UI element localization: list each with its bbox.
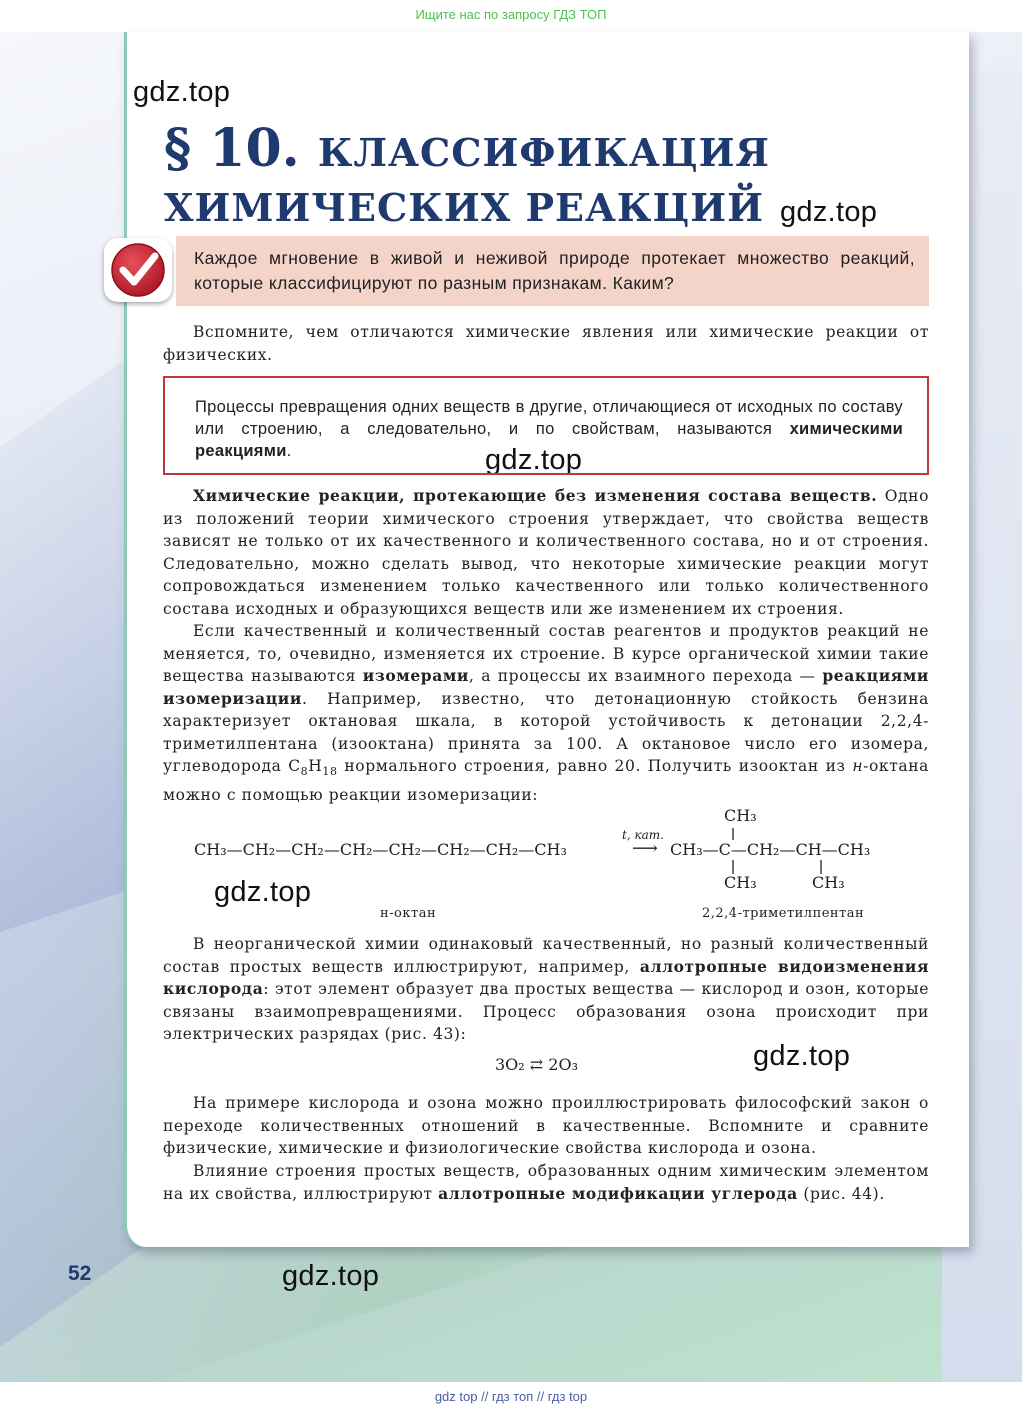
formula-c8h18: $C_8H_{18}$ [288, 757, 338, 778]
title-line1: КЛАССИФИКАЦИЯ [317, 130, 770, 175]
paragraph-section1 [163, 485, 929, 620]
reaction-condition: t, кат. [622, 828, 664, 842]
para2-part5: -октана можно с помощью реакции изомеризации: [163, 757, 929, 804]
checkmark-icon [104, 238, 172, 302]
para2-part3: . Например, известно, что детонационную стойкость бензина характеризует октановая шкала, в которой устойчивость к детонации 2,2,4-триметилпентана (изооктана) принята за 100. А октановое число его изомера, углеводорода [163, 689, 929, 775]
para2-part1: Если качественный и количественный состав реагентов и продуктов реакций не меняется, то, очевидно, изменяется их строение. В курсе органической химии такие вещества называются [163, 622, 929, 685]
definition-term: химическими реакциями [195, 420, 904, 460]
reaction-top-group: CH₃ [724, 806, 757, 825]
paragraph-allotropes-oxygen [163, 933, 929, 1046]
recall-paragraph: Вспомните, чем отличаются химические явления или химические реакции от физических. [163, 323, 929, 364]
reaction-bottom-group: CH₃ [724, 873, 757, 892]
reaction-arrow: ⟶ [632, 838, 658, 859]
paragraph-philosophy: На примере кислорода и озона можно проиллюстрировать философский закон о переходе количественных отношений в качественные. Вспомните и сравните физические, химические и физиологические свойства кислорода и озона. [163, 1094, 929, 1157]
watermark: gdz.top [780, 196, 878, 228]
label-trimethylpentane: 2,2,4-триметилпентан [702, 906, 865, 921]
term-carbon-allotropes: аллотропные модификации углерода [438, 1183, 798, 1203]
paragraph-carbon [163, 1160, 929, 1205]
ozone-equation: 3O₂ ⇄ 2O₃ [495, 1055, 578, 1074]
definition-text: Процессы превращения одних веществ в другие, отличающиеся от исходных по составу или строению, а следовательно, и по свойствам, называются [195, 398, 903, 438]
para2-part2: , а процессы их взаимного перехода — [469, 667, 816, 685]
section1-heading: Химические реакции, протекающие без изменения состава веществ. [193, 486, 878, 505]
watermark: gdz.top [214, 876, 312, 908]
watermark: gdz.top [133, 76, 231, 108]
label-n-octane: н-октан [380, 906, 437, 921]
intro-callout: Каждое мгновение в живой и неживой природе протекает множество реакций, которые классифицируют по разным признакам. Каким? [176, 236, 929, 306]
n-prefix: н [852, 757, 864, 775]
reaction-bottom-group: CH₃ [812, 873, 845, 892]
para5-part2: (рис. 44). [803, 1184, 885, 1203]
title-line2: ХИМИЧЕСКИХ РЕАКЦИЙ [164, 185, 765, 230]
para5-part1: Влияние строения простых веществ, образованных одним химическим элементом на их свойства, иллюстрируют [163, 1162, 929, 1203]
definition-box [163, 376, 929, 475]
section-number: § 10. [164, 118, 300, 179]
reaction-left: CH₃—CH₂—CH₂—CH₂—CH₂—CH₂—CH₂—CH₃ [194, 840, 567, 859]
term-isomers: изомерами [362, 666, 470, 685]
bottom-link-bar[interactable]: gdz top // гдз топ // гдз top [0, 1382, 1022, 1415]
section1-text: Одно из положений теории химического строения утверждает, что свойства веществ зависят не только от их качественного и количественного состава, но и от строения. Следовательно, можно сделать вывод, что некоторые химические реакции могут сопровождаться изменением только качественного или только количественного состава исходных и образующихся веществ или же изменением их строения. [163, 487, 930, 618]
page-title [164, 120, 784, 230]
page-number: 52 [68, 1262, 92, 1285]
watermark: gdz.top [485, 444, 583, 476]
term-oxygen-allotropes: аллотропные видоизменения кислорода [163, 956, 930, 998]
watermark: gdz.top [282, 1260, 380, 1292]
para3-part2: : этот элемент образует два простых вещества — кислород и озон, которые связаны взаимопревращениями. Процесс образования озона происходит при электрических разрядах (рис. 43): [163, 980, 929, 1043]
watermark: gdz.top [753, 1040, 851, 1072]
top-banner[interactable]: Ищите нас по запросу ГДЗ ТОП [0, 0, 1022, 32]
term-isomerization: реакциями изомеризации [163, 666, 930, 708]
paragraph-isomers [163, 620, 929, 806]
definition-end: . [286, 442, 292, 460]
para2-part4: нормального строения, равно 20. Получить изооктан из [344, 757, 846, 775]
reaction-right: CH₃—C—CH₂—CH—CH₃ [670, 840, 871, 859]
para3-part1: В неорганической химии одинаковый качественный, но разный количественный состав простых веществ иллюстрируют, например, [163, 935, 929, 976]
